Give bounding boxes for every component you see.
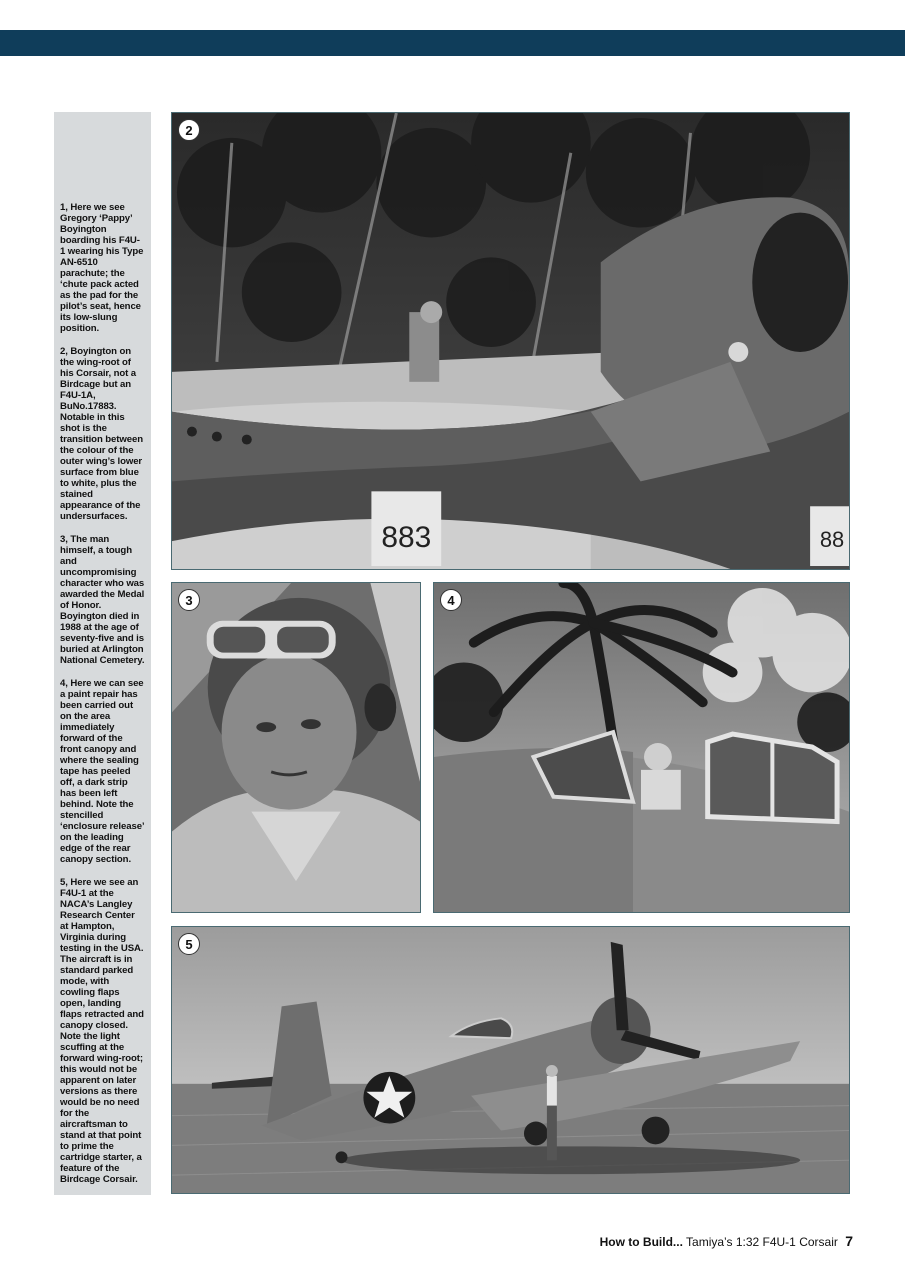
photo-4-image [434, 583, 849, 912]
caption-4: 4, Here we can see a paint repair has been carried out on the area immediately forward of the front canopy and where the sealing tape has peeled off, a dark strip has been left behind. Note the stencilled ‘enclosure release’ on the leading edge of the rear canopy section. [60, 678, 144, 865]
header-bar [0, 30, 905, 56]
footer-series: How to Build... [599, 1235, 683, 1249]
tail-number-883: 883 [381, 521, 432, 555]
photo-f4u1-langley [171, 926, 850, 1194]
photo-boyington-portrait [171, 582, 421, 913]
footer-title: Tamiya’s 1:32 F4U-1 Corsair [686, 1235, 838, 1249]
caption-3: 3, The man himself, a tough and uncompromising character who was awarded the Medal of Honor. Boyington died in 1988 at the age of seventy-five and is buried at Arlington National Cemetery. [60, 534, 145, 666]
photo-5-image [172, 927, 849, 1193]
photo-boyington-wing-root [171, 112, 850, 570]
photo-5-number-badge: 5 [178, 933, 200, 955]
photo-2-number-badge: 2 [178, 119, 200, 141]
photo-3-number-badge: 3 [178, 589, 200, 611]
photo-cockpit-canopy [433, 582, 850, 913]
page-number: 7 [845, 1233, 853, 1249]
photo-3-image [172, 583, 420, 912]
caption-2: 2, Boyington on the wing-root of his Corsair, not a Birdcage but an F4U-1A, BuNo.17883. Notable in this shot is the transition between the colour of the outer wing’s lower surface from blue to white, plus the stained appearance of the undersurfaces. [60, 346, 143, 522]
photo-4-number-badge: 4 [440, 589, 462, 611]
tail-number-partial: 88 [819, 527, 845, 553]
caption-1: 1, Here we see Gregory ‘Pappy’ Boyington boarding his F4U-1 wearing his Type AN-6510 parachute; the ‘chute pack acted as the pad for the pilot’s seat, hence its low-slung position. [60, 202, 144, 334]
caption-column [54, 112, 151, 1195]
photo-2-image [172, 113, 849, 569]
page-footer [600, 1233, 853, 1249]
caption-5: 5, Here we see an F4U-1 at the NACA’s Langley Research Center at Hampton, Virginia during testing in the USA. The aircraft is in standard parked mode, with cowling flaps open, landing flaps retracted and canopy closed. Note the light scuffing at the forward wing-root; this would not be apparent on later versions as there would be no need for the aircraftsman to stand at that point to prime the cartridge starter, a feature of the Birdcage Corsair. [60, 877, 144, 1185]
